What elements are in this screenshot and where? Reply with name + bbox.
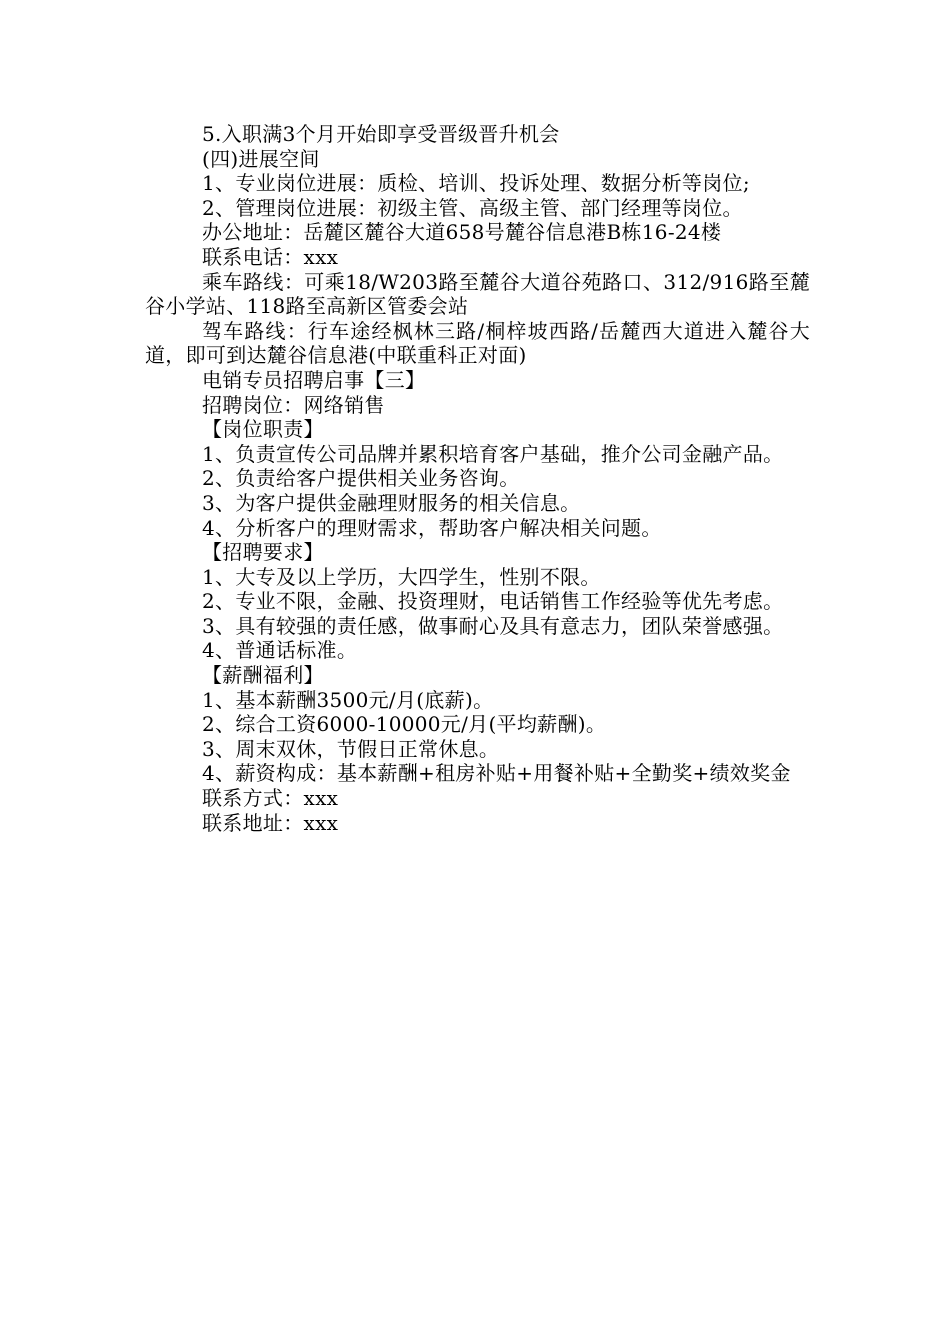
paragraph: 5.入职满3个月开始即享受晋级晋升机会 (202, 122, 560, 146)
section-heading: 【薪酬福利】 (202, 663, 324, 688)
list-item: 1、负责宣传公司品牌并累积培育客户基础，推介公司金融产品。 (202, 441, 784, 466)
list-item: 4、薪资构成：基本薪酬+租房补贴+用餐补贴+全勤奖+绩效奖金 (202, 761, 791, 786)
job-position: 招聘岗位：网络销售 (202, 392, 385, 417)
document-body (145, 122, 810, 835)
paragraph: 1、专业岗位进展：质检、培训、投诉处理、数据分析等岗位; (202, 171, 750, 196)
bus-route: 乘车路线：可乘18/W203路至麓谷大道谷苑路口、312/916路至麓谷小学站、118路至高新区管委会站 (145, 269, 810, 319)
paragraph: 2、管理岗位进展：初级主管、高级主管、部门经理等岗位。 (202, 195, 743, 220)
list-item: 3、周末双休，节假日正常休息。 (202, 736, 500, 761)
contact-address: 联系地址：xxx (202, 810, 339, 835)
list-item: 2、专业不限，金融、投资理财，电话销售工作经验等优先考虑。 (202, 589, 784, 614)
contact-phone: 联系电话：xxx (202, 244, 339, 269)
list-item: 3、具有较强的责任感，做事耐心及具有意志力，团队荣誉感强。 (202, 613, 784, 638)
driving-route: 驾车路线：行车途经枫林三路/桐梓坡西路/岳麓西大道进入麓谷大道，即可到达麓谷信息港(中联重科正对面) (145, 318, 810, 368)
section-heading: 【岗位职责】 (202, 417, 324, 442)
list-item: 1、大专及以上学历，大四学生，性别不限。 (202, 564, 601, 589)
office-address: 办公地址：岳麓区麓谷大道658号麓谷信息港B栋16-24楼 (202, 220, 722, 245)
list-item: 2、综合工资6000-10000元/月(平均薪酬)。 (202, 712, 607, 737)
list-item: 4、普通话标准。 (202, 638, 358, 663)
list-item: 4、分析客户的理财需求，帮助客户解决相关问题。 (202, 515, 662, 540)
section-heading: 【招聘要求】 (202, 540, 324, 565)
list-item: 2、负责给客户提供相关业务咨询。 (202, 466, 520, 491)
list-item: 3、为客户提供金融理财服务的相关信息。 (202, 490, 581, 515)
section-heading: (四)进展空间 (202, 146, 320, 171)
article-title: 电销专员招聘启事【三】 (202, 367, 426, 392)
contact-method: 联系方式：xxx (202, 786, 339, 811)
list-item: 1、基本薪酬3500元/月(底薪)。 (202, 687, 494, 712)
